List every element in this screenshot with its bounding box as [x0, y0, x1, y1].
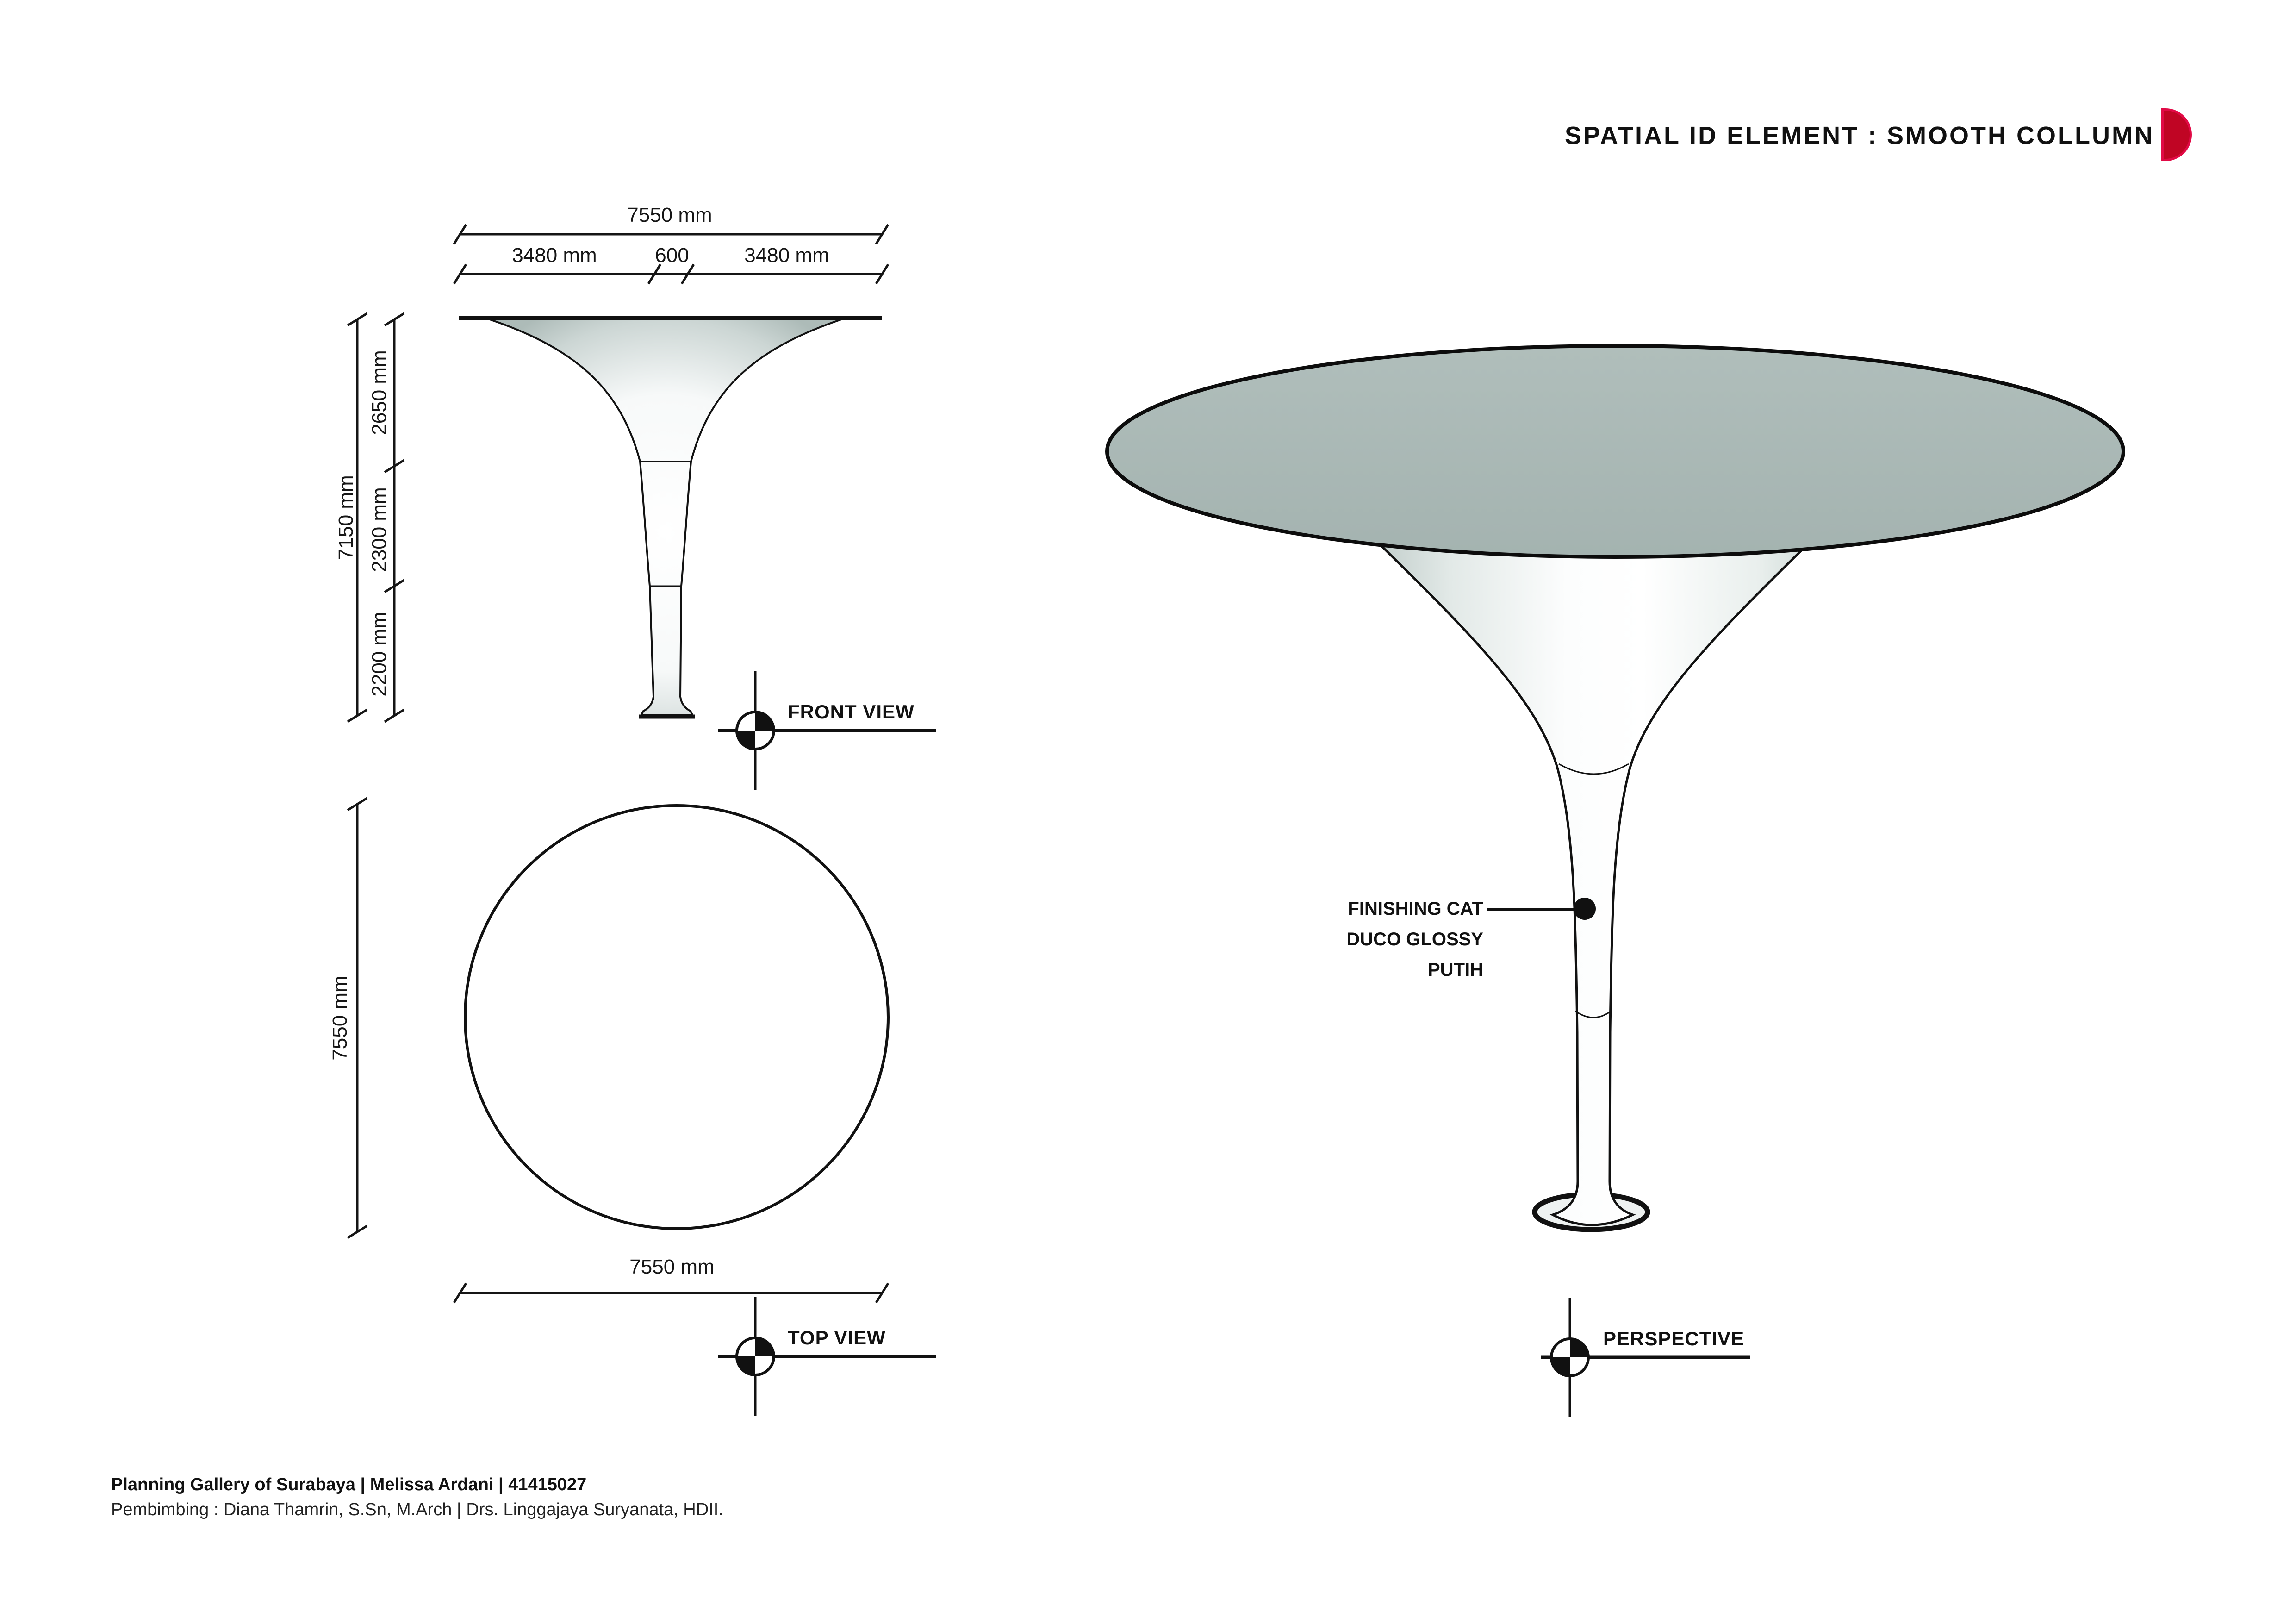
- top-view-marker-icon: [718, 1297, 936, 1416]
- top-dim-diameter-vertical: 7550 mm: [329, 975, 351, 1061]
- front-dim-total-height: 7150 mm: [335, 475, 357, 560]
- front-dim-middle-segment: 2300 mm: [368, 487, 391, 572]
- front-dim-upper-segment: 2650 mm: [368, 350, 391, 435]
- footer-supervisor-line: Pembimbing : Diana Thamrin, S.Sn, M.Arch | Drs. Linggajaya Suryanata, HDII.: [111, 1500, 723, 1519]
- footer-project-line: Planning Gallery of Surabaya | Melissa Ardani | 41415027: [111, 1475, 587, 1494]
- top-view-label: TOP VIEW: [788, 1327, 886, 1349]
- finishing-annotation: [1346, 893, 1483, 985]
- perspective-funnel-body: [1363, 528, 1824, 1225]
- front-view-drawing: [459, 318, 882, 717]
- front-dim-center-segment: 600: [655, 244, 689, 267]
- leader-dot: [1574, 898, 1596, 920]
- perspective-view-label: PERSPECTIVE: [1603, 1328, 1745, 1349]
- perspective-top-ellipse: [1107, 346, 2123, 557]
- top-dim-diameter-horizontal: 7550 mm: [629, 1255, 715, 1278]
- leader-line: [1487, 898, 1596, 920]
- top-view-drawing: [465, 806, 888, 1229]
- front-dim-lower-segment: 2200 mm: [368, 612, 391, 697]
- annotation-line-3: PUTIH: [1428, 960, 1483, 980]
- front-dim-total-width: 7550 mm: [627, 204, 712, 226]
- page-title: SPATIAL ID ELEMENT : SMOOTH COLLUMN: [1565, 122, 2154, 150]
- annotation-line-2: DUCO GLOSSY: [1346, 929, 1483, 949]
- front-view-label: FRONT VIEW: [788, 701, 915, 723]
- annotation-line-1: FINISHING CAT: [1348, 899, 1483, 919]
- perspective-drawing: [1107, 346, 2123, 1230]
- front-dim-right-segment: 3480 mm: [744, 244, 829, 267]
- front-funnel-body: [487, 319, 844, 715]
- front-view-marker-icon: [718, 671, 936, 790]
- front-dim-left-segment: 3480 mm: [512, 244, 597, 267]
- front-dimension-lines: [348, 225, 888, 722]
- perspective-marker-icon: [1541, 1298, 1750, 1417]
- top-view-circle: [465, 806, 888, 1229]
